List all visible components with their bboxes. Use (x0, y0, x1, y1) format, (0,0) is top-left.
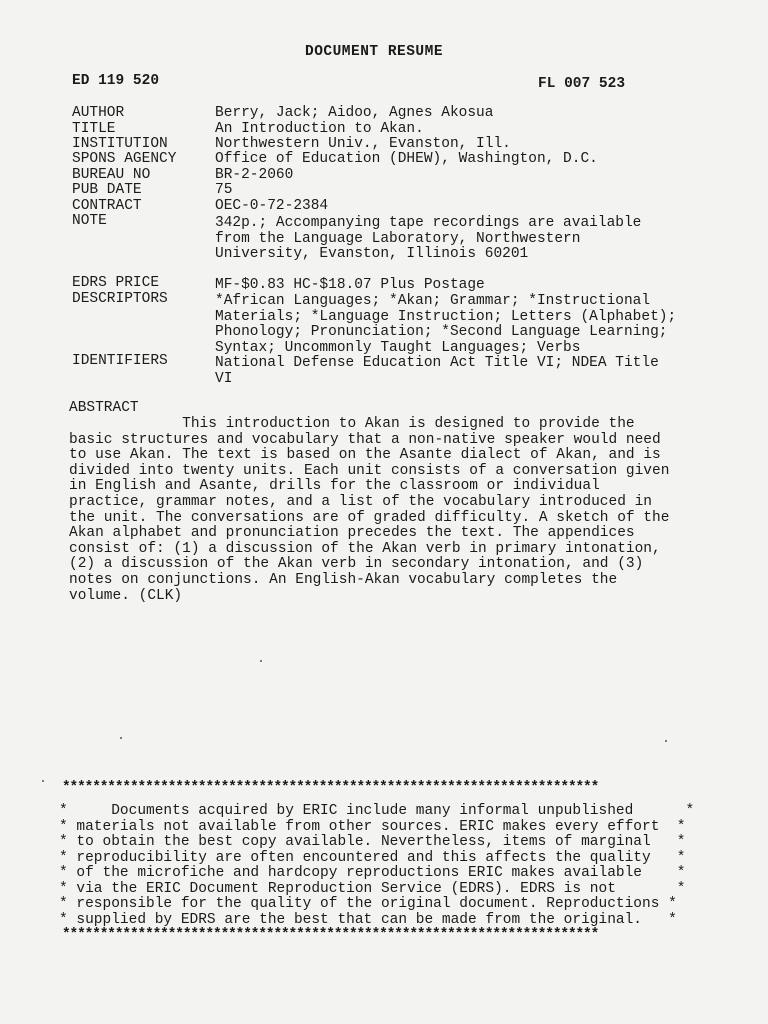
identifiers-value: National Defense Education Act Title VI; NDEA Title VI (215, 355, 659, 387)
note-label: NOTE (72, 213, 107, 229)
descriptors-label: DESCRIPTORS (72, 291, 168, 307)
notice-line-6: * via the ERIC Document Reproduction Service (EDRS). EDRS is not * (59, 881, 686, 897)
pubdate-value: 75 (215, 182, 233, 198)
notice-line-2: * materials not available from other sources. ERIC makes every effort * (59, 819, 686, 835)
notice-line-7: * responsible for the quality of the original document. Reproductions * (59, 896, 677, 912)
fl-number: FL 007 523 (538, 76, 626, 92)
scan-speck (665, 740, 667, 742)
document-title: DOCUMENT RESUME (305, 44, 444, 60)
abstract-label: ABSTRACT (69, 400, 139, 416)
pubdate-label: PUB DATE (72, 182, 142, 198)
author-label: AUTHOR (72, 105, 125, 121)
abstract-text: This introduction to Akan is designed to provide the basic structures and vocabulary that a non-native speaker would need to use Akan. The text is based on the Asante dialect of Akan, and is divided into twenty units. Each unit consists of a conversation given in English and Asante, drills for the classroom or individual practice, grammar notes, and a list of the vocabulary introduced in the unit. The conversations are of graded difficulty. A sketch of the Akan alphabet and pronunciation precedes the text. The appendices consist of: (1) a discussion of the Akan verb in primary intonation, (2) a discussion of the Akan verb in secondary intonation, and (3) notes on conjunctions. An English-Akan vocabulary completes the volume. (CLK) (69, 416, 670, 604)
notice-line-8: * supplied by EDRS are the best that can be made from the original. * (59, 912, 677, 928)
notice-top-border: *********************************************************************** (62, 780, 599, 796)
title-label: TITLE (72, 121, 116, 137)
sponsor-label: SPONS AGENCY (72, 151, 177, 167)
scan-speck (120, 737, 122, 739)
scan-speck (260, 660, 262, 662)
notice-line-4: * reproducibility are often encountered and this affects the quality * (59, 850, 686, 866)
author-value: Berry, Jack; Aidoo, Agnes Akosua (215, 105, 494, 121)
notice-line-5: * of the microfiche and hardcopy reproductions ERIC makes available * (59, 865, 686, 881)
institution-label: INSTITUTION (72, 136, 168, 152)
title-value: An Introduction to Akan. (215, 121, 424, 137)
price-label: EDRS PRICE (72, 275, 160, 291)
bureau-label: BUREAU NO (72, 167, 151, 183)
notice-line-1: * Documents acquired by ERIC include many informal unpublished * (59, 803, 695, 819)
ed-number: ED 119 520 (72, 73, 160, 89)
price-value: MF-$0.83 HC-$18.07 Plus Postage (215, 277, 485, 293)
contract-value: OEC-0-72-2384 (215, 198, 329, 214)
descriptors-value: *African Languages; *Akan; Grammar; *Instructional Materials; *Language Instruction; Letters (Alphabet); Phonology; Pronunciation; *Second Language Learning; Syntax; Uncommonly Taught Languages; Verbs (215, 293, 677, 356)
identifiers-label: IDENTIFIERS (72, 353, 168, 369)
sponsor-value: Office of Education (DHEW), Washington, D.C. (215, 151, 598, 167)
notice-line-3: * to obtain the best copy available. Nevertheless, items of marginal * (59, 834, 686, 850)
scan-speck (42, 780, 44, 782)
institution-value: Northwestern Univ., Evanston, Ill. (215, 136, 511, 152)
bureau-value: BR-2-2060 (215, 167, 294, 183)
notice-bottom-border: *********************************************************************** (62, 927, 599, 943)
note-value: 342p.; Accompanying tape recordings are available from the Language Laboratory, Northwestern University, Evanston, Illinois 60201 (215, 215, 642, 262)
contract-label: CONTRACT (72, 198, 142, 214)
